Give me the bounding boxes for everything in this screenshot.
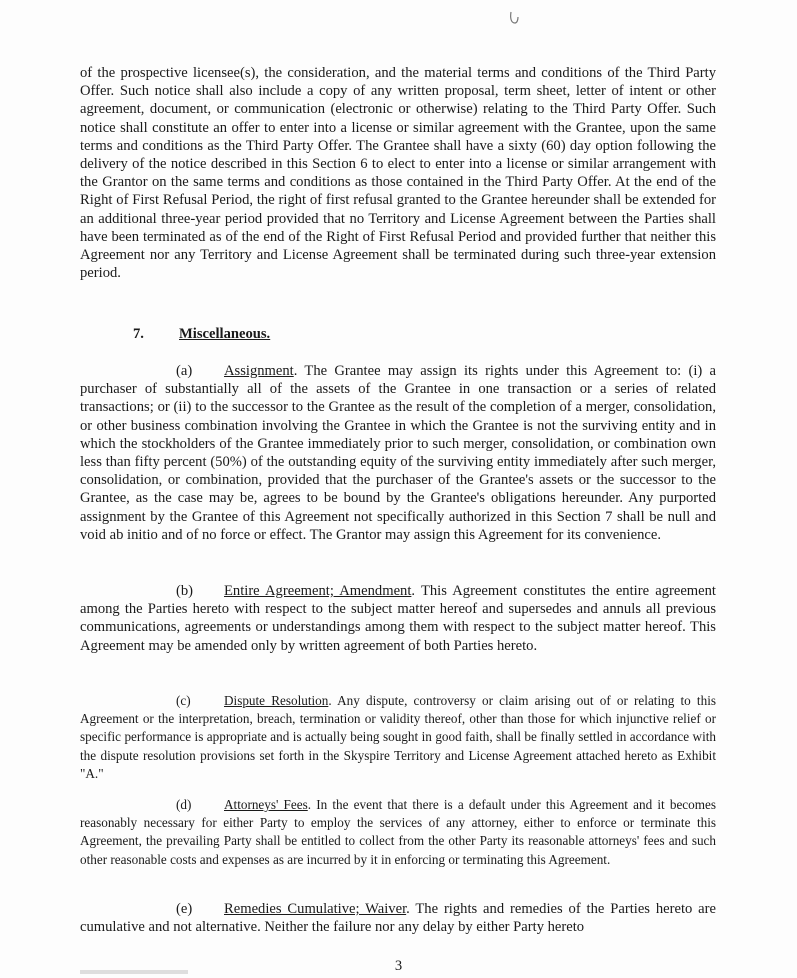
subsection-dispute-resolution [80, 692, 716, 783]
page-number: 3 [394, 958, 403, 974]
intro-paragraph-text: of the prospective licensee(s), the consideration, and the material terms and conditions of the Third Party Offer. Such notice shall also include a copy of any written proposal, term sheet, letter of intent or other agreement, document, or communication (electronic or otherwise) relating to the Third Party Offer. Such notice shall constitute an offer to enter into a license or similar agreement with the Grantee, upon the same terms and conditions as the Third Party Offer. The Grantee shall have a sixty (60) day option following the delivery of the notice described in this Section 6 to elect to enter into a license or similar arrangement with the Grantor on the same terms and conditions as those contained in the Third Party Offer. At the end of the Right of First Refusal Period, the right of first refusal granted to the Grantee hereunder shall be extended for an additional three-year period provided that no Territory and License Agreement between the Parties shall have been terminated as of the end of the Right of First Refusal Period and provided further that neither this Agreement nor any Territory and License Agreement shall be terminated during such three-year extension period. [80, 65, 716, 282]
subsection-attorneys-fees [80, 796, 716, 869]
subsection-label: (d) [176, 797, 192, 812]
subsection-caption: Entire Agreement; Amendment [224, 583, 412, 599]
subsection-text: . This Agreement constitutes the entire agreement among the Parties hereto with respect to the subject matter hereof and supersedes and annuls all previous communications, agreements or understandings among them with respect to the subject matter hereof. This Agreement may be amended only by written agreement of both Parties hereto. [80, 583, 716, 654]
subsection-caption: Assignment [224, 363, 294, 379]
section-number: 7. [133, 326, 144, 342]
subsection-label: (e) [176, 901, 193, 917]
subsection-label: (c) [176, 693, 191, 708]
subsection-caption: Attorneys' Fees [224, 797, 308, 812]
intro-paragraph [80, 64, 716, 282]
section-title: Miscellaneous. [179, 326, 271, 342]
subsection-caption: Dispute Resolution [224, 693, 329, 708]
subsection-caption: Remedies Cumulative; Waiver [224, 901, 407, 917]
pen-mark-icon [508, 10, 520, 26]
footer-smudge [80, 970, 188, 974]
subsection-entire-agreement [80, 582, 716, 655]
subsection-label: (b) [176, 583, 194, 599]
subsection-remedies [80, 900, 716, 936]
subsection-assignment [80, 362, 716, 544]
subsection-text: . In the event that there is a default under this Agreement and it becomes reasonably necessary for either Party to employ the services of any attorney, either to enforce or terminate this Agreement, the prevailing Party shall be entitled to collect from the other Party its reasonable attorneys' fees and such other reasonable costs and expenses as are incurred by it in enforcing or terminating this Agreement. [80, 797, 716, 867]
subsection-text: . The rights and remedies of the Parties hereto are cumulative and not alternative. Neither the failure nor any delay by either Party hereto [80, 901, 716, 936]
subsection-text: . The Grantee may assign its rights under this Agreement to: (i) a purchaser of substantially all of the assets of the Grantee in one transaction or a series of related transactions; or (ii) to the successor to the Grantee as the result of the completion of a merger, consolidation, or other business combination involving the Grantee in which the Grantee is not the surviving entity and in which the stockholders of the Grantee immediately prior to such merger, consolidation, or combination own less than fifty percent (50%) of the outstanding equity of the surviving entity immediately after such merger, consolidation, or combination, provided that the purchaser of the Grantee's assets or the successor to the Grantee, as the case may be, agrees to be bound by the Grantee's obligations hereunder. Any purported assignment by the Grantee of this Agreement not specifically authorized in this Section 7 shall be null and void ab initio and of no force or effect. The Grantor may assign this Agreement for its convenience. [80, 363, 716, 543]
section-heading [133, 325, 270, 343]
subsection-label: (a) [176, 363, 193, 379]
subsection-text: . Any dispute, controversy or claim arising out of or relating to this Agreement or the interpretation, breach, termination or validity thereof, other than those for which injunctive relief or specific performance is appropriate and is actually being sought in good faith, shall be finally settled in accordance with the dispute resolution provisions set forth in the Skyspire Territory and License Agreement attached hereto as Exhibit "A." [80, 693, 716, 781]
